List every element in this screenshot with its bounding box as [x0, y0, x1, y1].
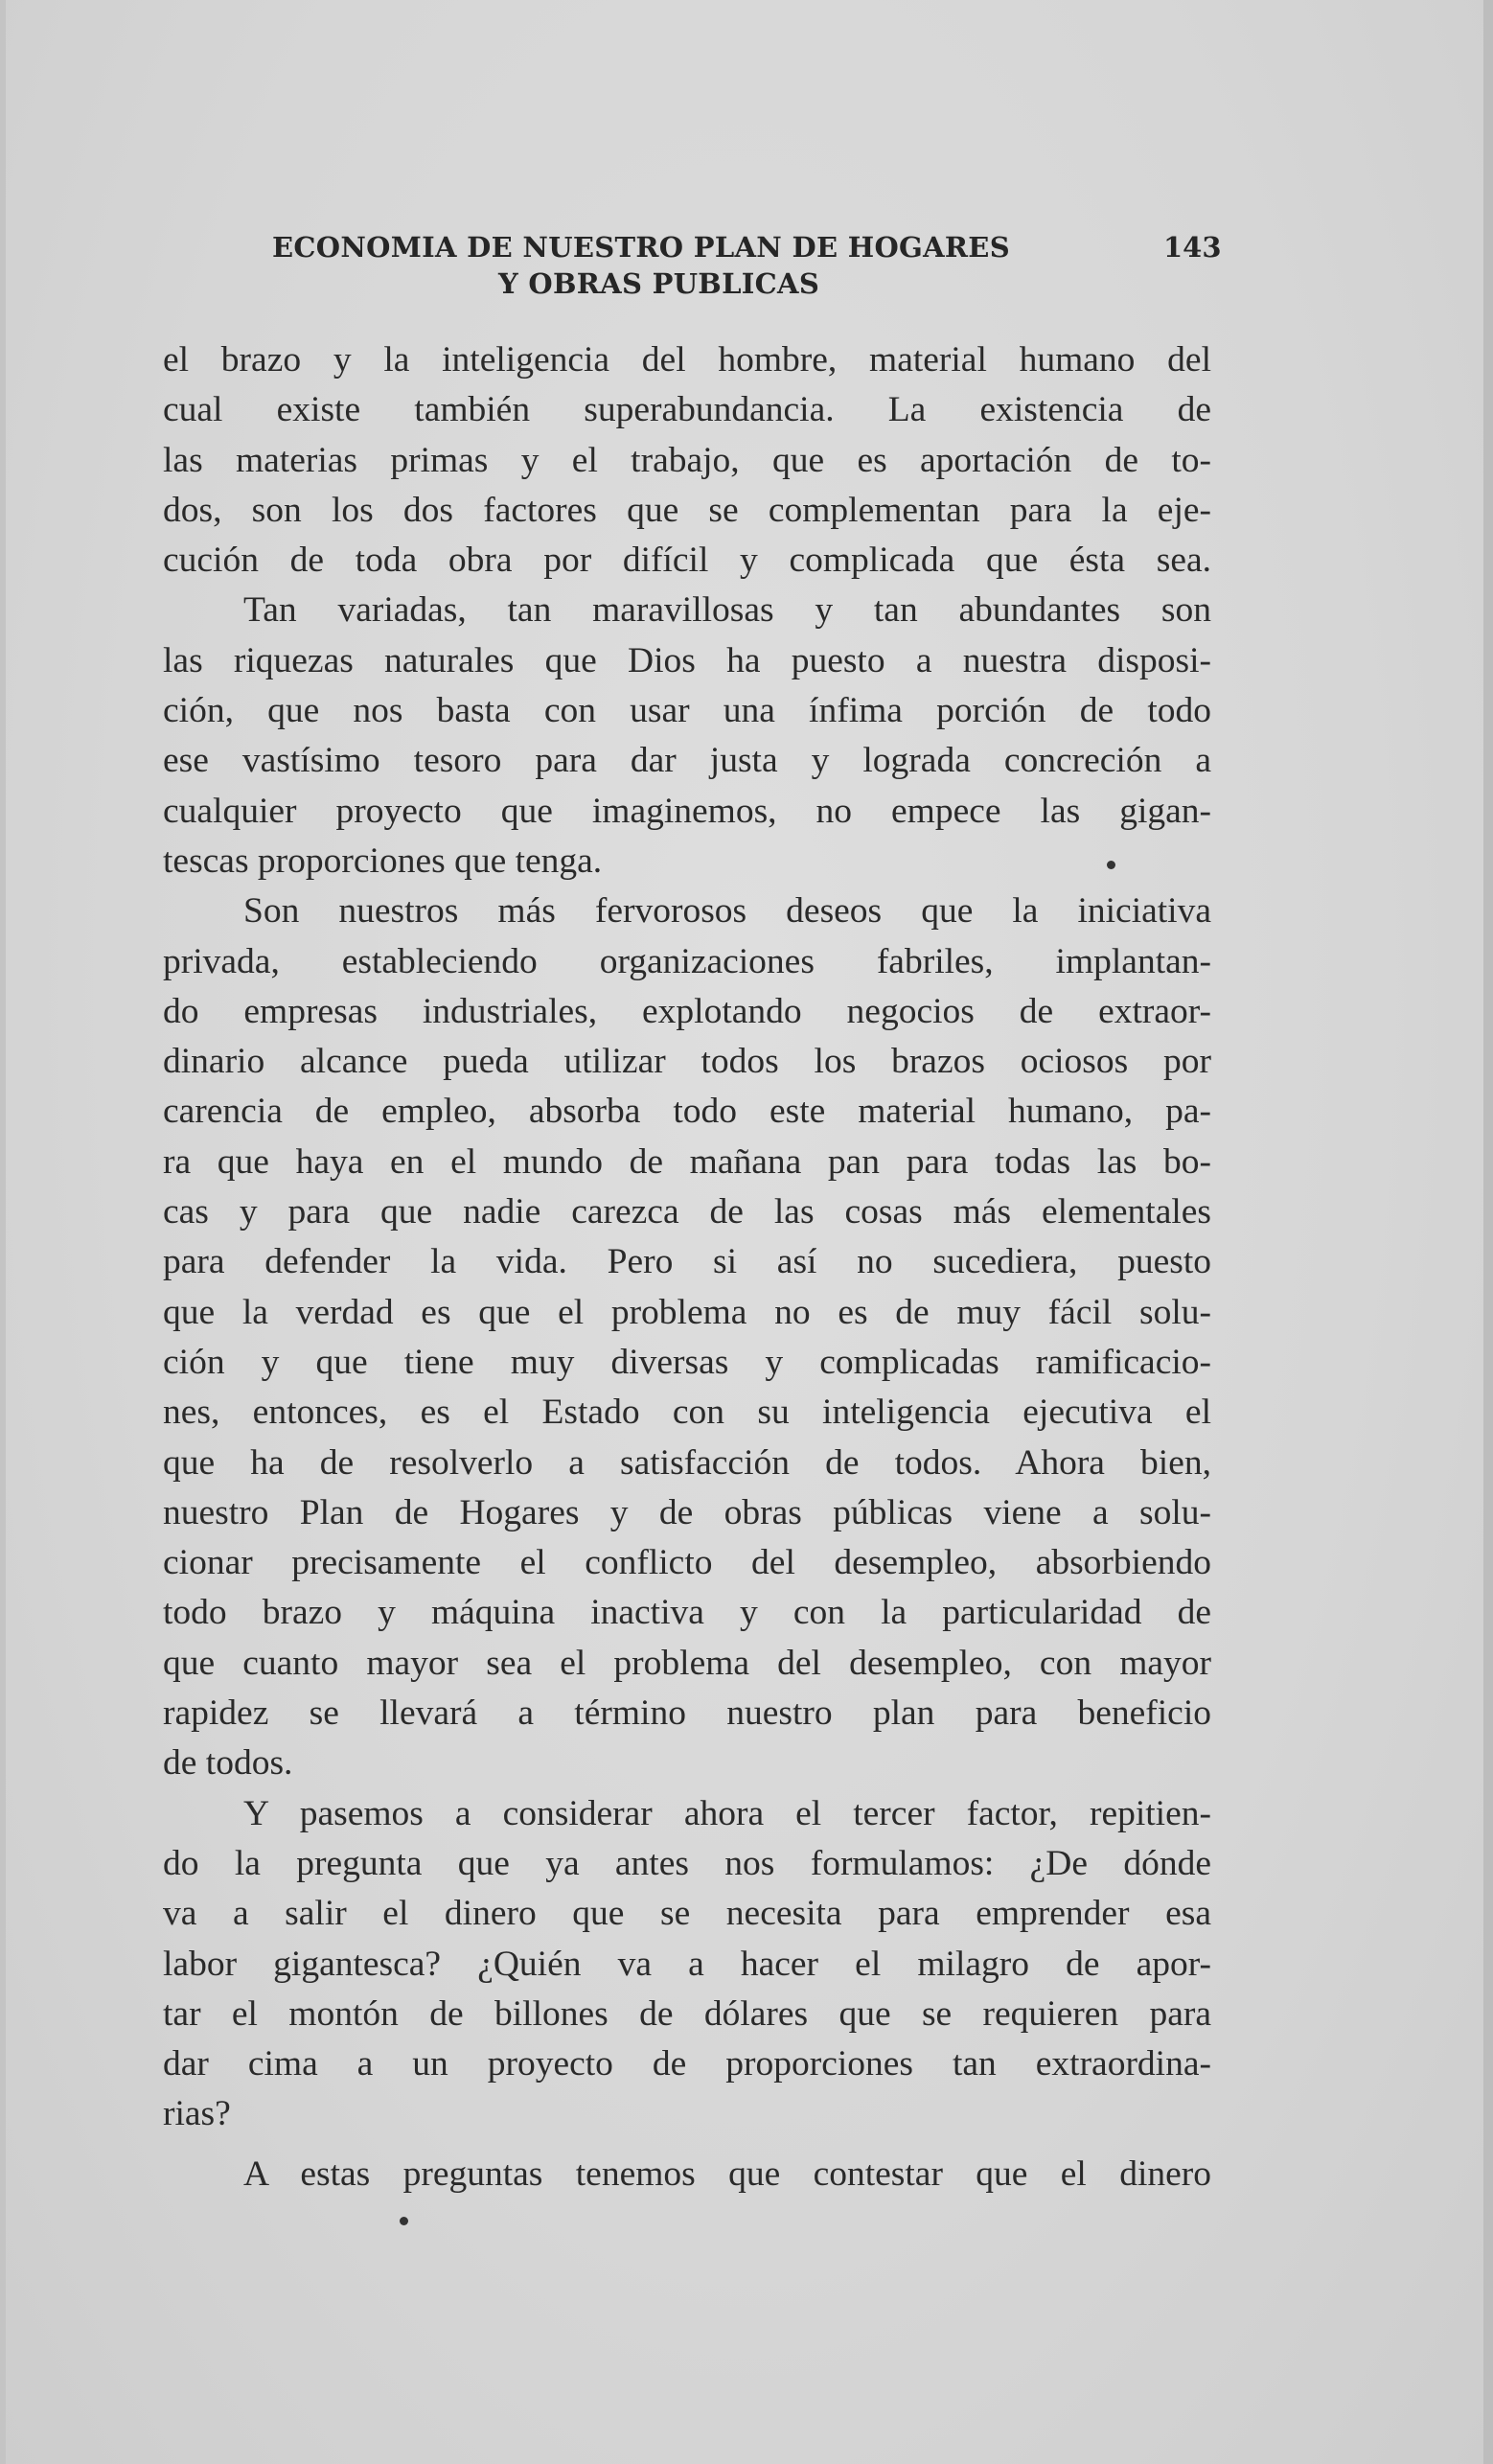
page-number: 143	[1163, 231, 1222, 264]
text-line: cionar precisamente el conflicto del desempleo, absorbiendo	[163, 1543, 1211, 1583]
text-line: ra que haya en el mundo de mañana pan para todas las bo-	[163, 1141, 1211, 1182]
text-line: que ha de resolverlo a satisfacción de todos. Ahora bien,	[163, 1442, 1211, 1483]
text-line: dar cima a un proyecto de proporciones tan extraordina-	[163, 2044, 1211, 2084]
text-line: cualquier proyecto que imaginemos, no empece las gigan-	[163, 791, 1211, 831]
ink-speck	[400, 2217, 408, 2225]
text-line: va a salir el dinero que se necesita para emprender esa	[163, 1894, 1211, 1934]
body-text	[163, 335, 1211, 2199]
text-line: do empresas industriales, explotando negocios de extraor-	[163, 991, 1211, 1031]
text-line: Y pasemos a considerar ahora el tercer factor, repitien-	[243, 1793, 1211, 1833]
text-line: nuestro Plan de Hogares y de obras públicas viene a solu-	[163, 1492, 1211, 1532]
text-line: Tan variadas, tan maravillosas y tan abundantes son	[243, 590, 1211, 631]
text-line: todo brazo y máquina inactiva y con la particularidad de	[163, 1593, 1211, 1633]
text-line: que cuanto mayor sea el problema del desempleo, con mayor	[163, 1643, 1211, 1683]
text-line: ción y que tiene muy diversas y complicadas ramificacio-	[163, 1342, 1211, 1382]
text-line: ese vastísimo tesoro para dar justa y lograda concreción a	[163, 741, 1211, 781]
header-title-line2: Y OBRAS PUBLICAS	[498, 267, 820, 300]
text-line: A estas preguntas tenemos que contestar que el dinero	[243, 2153, 1211, 2194]
text-line: nes, entonces, es el Estado con su inteligencia ejecutiva el	[163, 1393, 1211, 1433]
header-title-line1: ECONOMIA DE NUESTRO PLAN DE HOGARES	[272, 231, 1010, 264]
text-line: para defender la vida. Pero si así no sucediera, puesto	[163, 1242, 1211, 1282]
paragraph-gap	[163, 2140, 1211, 2150]
text-line: privada, estableciendo organizaciones fabriles, implantan-	[163, 941, 1211, 981]
text-line: que la verdad es que el problema no es de muy fácil solu-	[163, 1292, 1211, 1332]
text-line: carencia de empleo, absorba todo este material humano, pa-	[163, 1092, 1211, 1132]
text-line: tar el montón de billones de dólares que se requieren para	[163, 1993, 1211, 2034]
text-line: dos, son los dos factores que se complementan para la eje-	[163, 490, 1211, 530]
text-line: tescas proporciones que tenga.	[163, 841, 603, 881]
text-line: las materias primas y el trabajo, que es aportación de to-	[163, 440, 1211, 480]
text-line: rias?	[163, 2094, 231, 2134]
text-line: do la pregunta que ya antes nos formulamos: ¿De dónde	[163, 1843, 1211, 1883]
text-line: cas y para que nadie carezca de las cosas más elementales	[163, 1192, 1211, 1232]
text-line: cual existe también superabundancia. La existencia de	[163, 390, 1211, 430]
text-line: cución de toda obra por difícil y complicada que ésta sea.	[163, 541, 1211, 581]
text-line: Son nuestros más fervorosos deseos que la iniciativa	[243, 891, 1211, 932]
text-line: labor gigantesca? ¿Quién va a hacer el milagro de apor-	[163, 1944, 1211, 1984]
text-line: ción, que nos basta con usar una ínfima porción de todo	[163, 691, 1211, 731]
text-line: dinario alcance pueda utilizar todos los brazos ociosos por	[163, 1042, 1211, 1082]
text-line: de todos.	[163, 1743, 293, 1784]
text-line: rapidez se llevará a término nuestro plan para beneficio	[163, 1693, 1211, 1734]
text-line: el brazo y la inteligencia del hombre, material humano del	[163, 340, 1211, 380]
ink-speck	[1107, 861, 1115, 869]
text-line: las riquezas naturales que Dios ha puesto a nuestra disposi-	[163, 640, 1211, 680]
